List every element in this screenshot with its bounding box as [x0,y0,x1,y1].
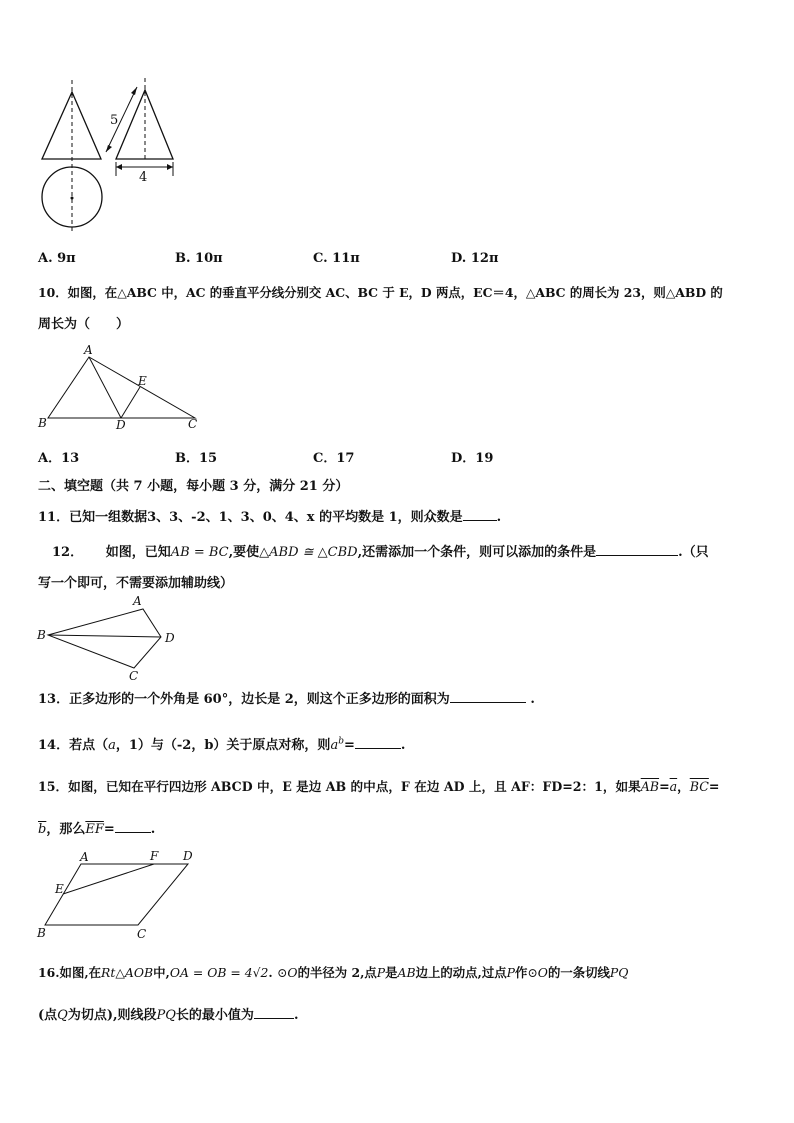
q12-num: 12． [52,545,84,560]
q15-text: 15．如图，已知在平行四边形 ABCD 中，E 是边 AB 的中点，F 在边 AD 上，且 AF：FD=2：1，如果 [38,779,641,794]
q10-label-d: D [116,418,126,432]
q16-pq: PQ [609,965,629,980]
q16-mid1: 中, [153,965,170,980]
q14-pow-base: a [330,738,339,753]
q9-option-c: C. 11π [313,251,360,266]
q16-line2-post: 长的最小值为 [175,1008,254,1023]
q14-pow-exp: b [338,736,344,747]
q11-end: . [496,510,502,525]
q12-end: .（只 [678,545,709,560]
q15-label-c: C [137,927,147,941]
q10-line2: 周长为（ ） [38,317,130,332]
q15-eq3: = [103,822,115,837]
q13-end: . [530,692,535,707]
q10-option-a: A．13 [38,451,80,466]
q10-line1: 10．如图，在△ABC 中，AC 的垂直平分线分别交 AC、BC 于 E，D 两点，EC＝4，△ABC 的周长为 23，则△ABD 的 [38,285,723,300]
q16-circle-o: ⊙O [277,965,298,980]
q15-eq2: = [708,779,720,794]
q9-option-a: A. 9π [38,251,76,266]
q12-label-c: C [129,669,139,683]
q16-line2-mid: 为切点),则线段 [67,1008,157,1023]
q16-answer-blank[interactable] [254,1006,294,1019]
q14-end: . [400,738,406,753]
q12-pre: 如图，已知 [105,545,171,560]
q12-label-a: A [133,594,142,608]
slant-label: 5 [110,113,119,128]
q10-option-b: B．15 [175,451,218,466]
q12-label-d: D [165,631,175,645]
q9-option-d: D. 12π [451,251,499,266]
q15-comma: ， [677,779,690,794]
q16-mid5: 边上的动点,过点 [415,965,507,980]
q16-q: Q [57,1008,68,1023]
q16-mid7: 的一条切线 [547,965,610,980]
q16-mid3: 的半径为 2,点 [297,965,377,980]
q15-mid: ，那么 [46,822,86,837]
q15-label-b: B [37,926,46,940]
q12-label-b: B [37,628,46,642]
q14-post: = [343,738,355,753]
base-label: 4 [139,170,148,185]
q15-vec-a: $\overline{a}$ [669,779,678,794]
q15-end: . [150,822,156,837]
q15-vec-ef: $\overline{EF}$ [85,822,104,837]
q15-label-e: E [55,882,64,896]
q10-label-b: B [38,416,47,430]
q12-math1: AB = BC [170,545,229,560]
q11-text: 11．已知一组数据3、3、-2、1、3、0、4、x 的平均数是 1，则众数是 [38,510,463,525]
q16-pre: 16.如图,在 [38,965,102,980]
q16-p2: P [506,965,515,980]
q15-label-f: F [150,849,159,863]
q16-circle-o2: ⊙O [527,965,548,980]
q16-line2-pre: (点 [38,1008,58,1023]
q13-text: 13．正多边形的一个外角是 60°，边长是 2，则这个正多边形的面积为 [38,692,450,707]
q15-eq1: = [659,779,670,794]
q16-mid2: . [268,965,273,980]
q15-vec-b: $\overline{b}$ [38,822,47,837]
q16-line2 [38,1004,298,1023]
q16-rt: Rt△AOB [101,965,154,980]
q16-math: OA = OB = 4√2 [169,965,269,980]
q16-line1 [38,963,628,981]
q10-label-e: E [138,374,147,388]
q15-label-a: A [80,850,89,864]
q14-a: a [108,738,116,753]
q16-mid4: 是 [385,965,398,980]
q16-pq2: PQ [156,1008,176,1023]
q10-label-a: A [84,343,93,357]
q16-p: P [376,965,386,980]
q10-option-d: D．19 [451,451,494,466]
q16-end: . [293,1008,299,1023]
q15-vec-bc: $\overline{BC}$ [689,779,709,794]
q9-option-b: B. 10π [175,251,223,266]
section2-heading: 二、填空题（共 7 小题，每小题 3 分，满分 21 分） [38,479,349,494]
q12-post: ,还需添加一个条件，则可以添加的条件是 [357,545,597,560]
q14-mid: ，1）与（-2，b）关于原点对称，则 [115,738,331,753]
q12-mid: ,要使 [228,545,260,560]
q16-ab: AB [397,965,416,980]
q12-math2: △ABD ≅ △CBD [259,545,358,560]
q14-pre: 14．若点（ [38,738,109,753]
q12-line2: 写一个即可，不需要添加辅助线） [38,576,234,591]
q10-option-c: C．17 [313,451,355,466]
q15-label-d: D [183,849,193,863]
q15-vec-ab: $\overline{AB}$ [640,779,660,794]
q10-label-c: C [188,417,198,431]
q16-mid6: 作 [515,965,528,980]
